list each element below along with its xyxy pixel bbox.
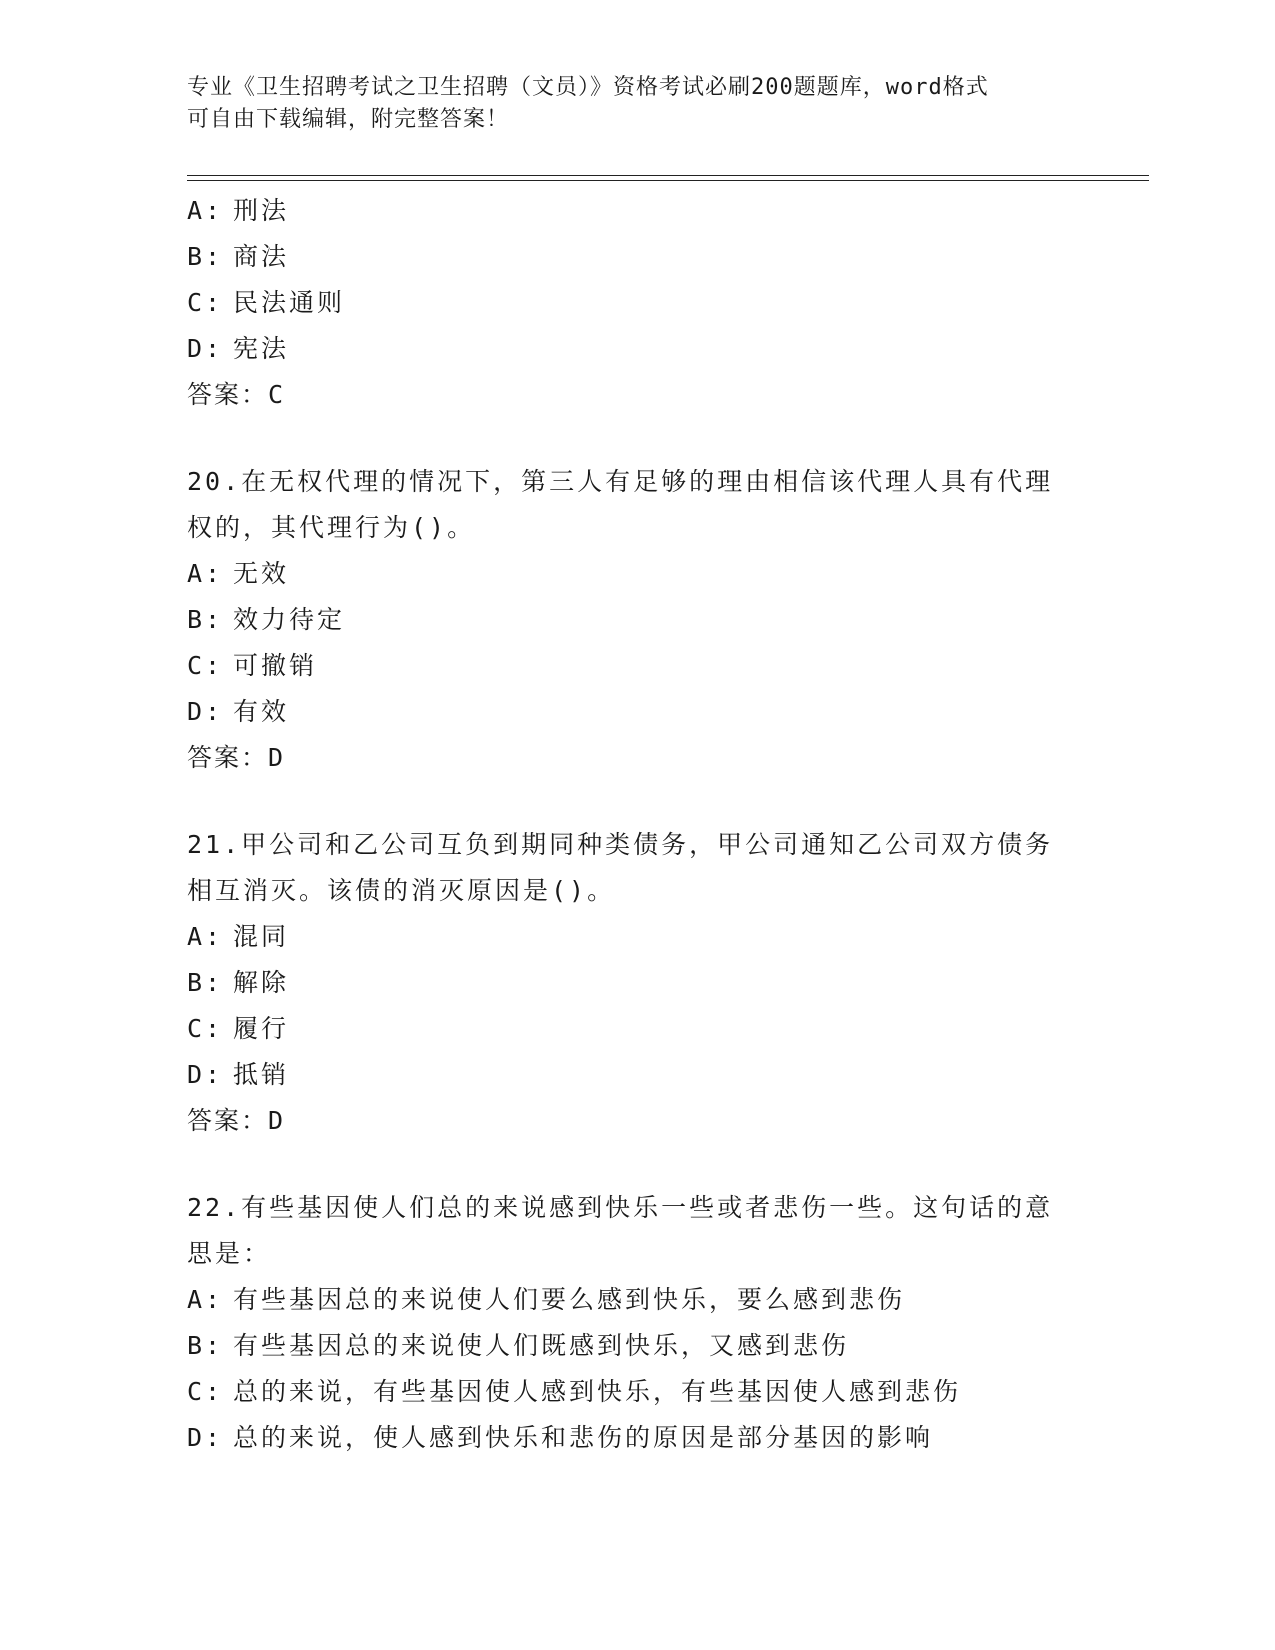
question-20: [187, 459, 1087, 781]
answer: 答案：C: [187, 380, 286, 409]
option-text: 无效: [233, 559, 290, 588]
option-b: [187, 234, 1087, 280]
option-label: D:: [187, 1423, 224, 1452]
option-b: [187, 1323, 1087, 1369]
header-line-1: 专业《卫生招聘考试之卫生招聘（文员）》资格考试必刷200题题库，word格式: [187, 75, 989, 100]
option-text: 效力待定: [233, 605, 346, 634]
option-text: 民法通则: [233, 288, 346, 317]
document-body: [187, 188, 1087, 1461]
question-21: [187, 822, 1087, 1144]
option-label: C:: [187, 288, 224, 317]
option-label: B:: [187, 605, 224, 634]
question-stem-line-2: 思是：: [187, 1239, 272, 1268]
answer: 答案：D: [187, 1106, 286, 1135]
option-label: B:: [187, 968, 224, 997]
question-22: [187, 1185, 1087, 1461]
question-19-continued: [187, 188, 1087, 418]
option-text: 可撤销: [233, 651, 318, 680]
option-text: 有效: [233, 697, 290, 726]
option-b: [187, 960, 1087, 1006]
option-text: 总的来说，有些基因使人感到快乐，有些基因使人感到悲伤: [233, 1377, 962, 1406]
question-stem-line-1: 21.甲公司和乙公司互负到期同种类债务，甲公司通知乙公司双方债务: [187, 830, 1054, 859]
option-label: A:: [187, 559, 224, 588]
option-a: [187, 1277, 1087, 1323]
option-a: [187, 914, 1087, 960]
document-header: [187, 72, 1067, 136]
option-c: [187, 1369, 1087, 1415]
option-d: [187, 326, 1087, 372]
option-d: [187, 689, 1087, 735]
option-a: [187, 551, 1087, 597]
option-c: [187, 643, 1087, 689]
option-label: B:: [187, 1331, 224, 1360]
option-text: 混同: [233, 922, 290, 951]
option-text: 解除: [233, 968, 290, 997]
option-d: [187, 1415, 1087, 1461]
option-text: 有些基因总的来说使人们既感到快乐，又感到悲伤: [233, 1331, 850, 1360]
option-label: A:: [187, 1285, 224, 1314]
header-rule-top: [187, 175, 1149, 176]
option-label: A:: [187, 922, 224, 951]
option-label: C:: [187, 1014, 224, 1043]
question-stem-line-1: 20.在无权代理的情况下，第三人有足够的理由相信该代理人具有代理: [187, 467, 1054, 496]
option-d: [187, 1052, 1087, 1098]
option-text: 总的来说，使人感到快乐和悲伤的原因是部分基因的影响: [233, 1423, 934, 1452]
option-text: 有些基因总的来说使人们要么感到快乐，要么感到悲伤: [233, 1285, 906, 1314]
option-label: D:: [187, 334, 224, 363]
option-label: D:: [187, 1060, 224, 1089]
option-label: D:: [187, 697, 224, 726]
question-stem-line-2: 相互消灭。该债的消灭原因是()。: [187, 876, 616, 905]
option-label: C:: [187, 1377, 224, 1406]
option-b: [187, 597, 1087, 643]
option-text: 刑法: [233, 196, 290, 225]
question-stem-line-2: 权的，其代理行为()。: [187, 513, 476, 542]
option-text: 履行: [233, 1014, 290, 1043]
option-c: [187, 280, 1087, 326]
header-rule-bottom: [187, 180, 1149, 181]
option-c: [187, 1006, 1087, 1052]
option-text: 抵销: [233, 1060, 290, 1089]
option-label: B:: [187, 242, 224, 271]
option-a: [187, 188, 1087, 234]
option-text: 商法: [233, 242, 290, 271]
question-stem-line-1: 22.有些基因使人们总的来说感到快乐一些或者悲伤一些。这句话的意: [187, 1193, 1054, 1222]
option-label: A:: [187, 196, 224, 225]
option-label: C:: [187, 651, 224, 680]
option-text: 宪法: [233, 334, 290, 363]
answer: 答案：D: [187, 743, 286, 772]
header-line-2: 可自由下载编辑，附完整答案！: [187, 107, 510, 132]
